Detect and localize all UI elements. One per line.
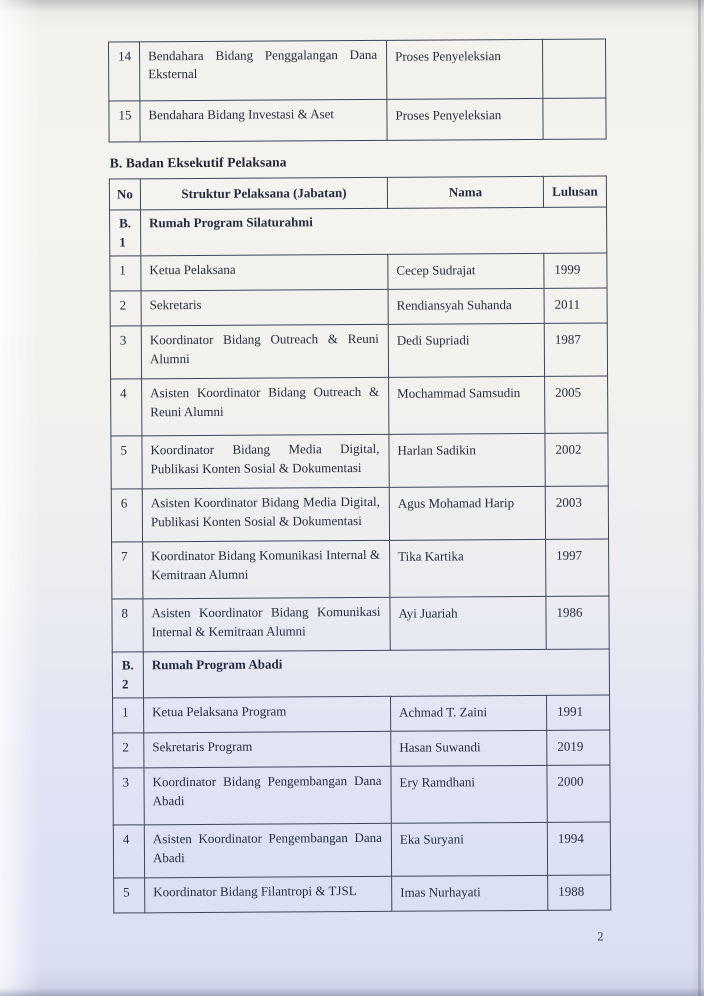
document-page	[108, 38, 614, 947]
cell-jabatan: Ketua Pelaksana	[141, 255, 388, 292]
cell-jabatan: Asisten Koordinator Pengembangan Dana Abadi	[144, 824, 391, 879]
cell-no: 4	[113, 825, 144, 878]
cell-jabatan: Koordinator Bidang Outreach & Reuni Alumni	[141, 325, 388, 380]
cell-lulusan: 2002	[545, 433, 608, 486]
table-row	[110, 323, 607, 379]
cell-nama: Rendiansyah Suhanda	[388, 289, 544, 325]
cell-nama: Harlan Sadikin	[389, 434, 545, 488]
group-title: Rumah Program Abadi	[143, 649, 609, 698]
cell-lulusan: 2019	[547, 730, 610, 765]
cell-lulusan: 2005	[545, 376, 608, 433]
cell-jabatan: Koordinator Bidang Filantropi & TJSL	[145, 877, 392, 914]
cell-nama: Imas Nurhayati	[392, 876, 548, 912]
cell-no: 1	[113, 698, 144, 733]
cell-nama: Dedi Supriadi	[388, 324, 544, 378]
cell-no: 5	[111, 436, 142, 489]
cell-status: Proses Penyeleksian	[387, 39, 543, 99]
cell-no: 3	[110, 326, 141, 379]
cell-no: 5	[114, 878, 145, 913]
scan-edge-left	[0, 0, 40, 996]
page-number: 2	[597, 929, 604, 944]
cell-lulusan: 1987	[544, 323, 607, 376]
header-nama: Nama	[387, 176, 543, 208]
cell-nama: Mochammad Samsudin	[389, 377, 545, 435]
cell-nama: Hasan Suwandi	[391, 731, 547, 767]
cell-lulusan: 2000	[547, 765, 610, 822]
group-code: B.2	[112, 652, 143, 698]
header-no: No	[109, 179, 140, 211]
cell-no: 7	[112, 542, 143, 599]
cell-jabatan: Bendahara Bidang Investasi & Aset	[140, 99, 387, 142]
group-header-row-b1	[110, 207, 607, 256]
partial-table-badan-pengawas	[108, 38, 607, 142]
table-header-row	[109, 176, 606, 210]
cell-jabatan: Koordinator Bidang Media Digital, Publikasi Konten Sosial & Dokumentasi	[142, 435, 389, 490]
cell-status: Proses Penyeleksian	[387, 98, 543, 140]
cell-nama: Agus Mohamad Harip	[389, 487, 545, 541]
cell-lulusan: 2003	[545, 486, 608, 539]
cell-nama: Eka Suryani	[391, 823, 547, 877]
cell-lulusan: 1997	[546, 539, 609, 596]
cell-lulusan	[543, 98, 606, 139]
table-row	[111, 433, 608, 489]
cell-jabatan: Asisten Koordinator Bidang Outreach & Reuni Alumni	[142, 378, 389, 437]
table-row	[114, 875, 611, 913]
header-lulusan: Lulusan	[543, 176, 606, 208]
cell-jabatan: Sekretaris Program	[144, 732, 391, 769]
cell-lulusan: 1991	[547, 695, 610, 730]
table-row	[111, 486, 608, 542]
scan-edge-bottom	[0, 988, 704, 996]
cell-lulusan: 1988	[548, 875, 611, 910]
cell-nama: Achmad T. Zaini	[391, 696, 547, 732]
scan-edge-right-fade	[690, 0, 704, 996]
cell-no: 3	[113, 768, 144, 825]
table-row	[111, 376, 608, 436]
cell-jabatan: Asisten Koordinator Bidang Media Digital, Publikasi Konten Sosial & Dokumentasi	[142, 488, 389, 543]
cell-no: 15	[109, 101, 140, 142]
table-row	[113, 695, 610, 733]
group-title: Rumah Program Silaturahmi	[141, 207, 607, 256]
section-heading: B. Badan Eksekutif Pelaksana	[109, 154, 287, 171]
scan-edge-top	[0, 0, 704, 12]
cell-lulusan	[542, 39, 605, 98]
table-row	[109, 98, 606, 142]
cell-nama: Cecep Sudrajat	[388, 254, 544, 290]
cell-lulusan: 2011	[544, 288, 607, 323]
group-code: B.1	[110, 210, 141, 256]
cell-no: 2	[110, 291, 141, 326]
cell-lulusan: 1994	[547, 822, 610, 875]
cell-nama: Ery Ramdhani	[391, 766, 547, 824]
cell-no: 14	[109, 42, 140, 101]
cell-lulusan: 1999	[544, 253, 607, 288]
table-row	[113, 730, 610, 768]
cell-jabatan: Ketua Pelaksana Program	[144, 697, 391, 734]
cell-no: 1	[110, 256, 141, 291]
cell-jabatan: Koordinator Bidang Komunikasi Internal & Kemitraan Alumni	[143, 541, 390, 600]
table-row	[113, 765, 610, 825]
cell-jabatan: Bendahara Bidang Penggalangan Dana Eksternal	[140, 40, 387, 101]
cell-nama: Ayi Juariah	[390, 597, 546, 651]
table-row	[113, 822, 610, 878]
main-table-badan-eksekutif	[109, 175, 611, 913]
cell-no: 2	[113, 733, 144, 768]
cell-nama: Tika Kartika	[390, 540, 546, 598]
table-row	[109, 39, 606, 101]
group-header-row-b2	[112, 649, 609, 698]
table-row	[110, 253, 607, 291]
header-jabatan: Struktur Pelaksana (Jabatan)	[140, 177, 387, 210]
cell-no: 8	[112, 599, 143, 652]
cell-no: 4	[111, 379, 142, 436]
table-row	[112, 596, 609, 652]
cell-jabatan: Koordinator Bidang Pengembangan Dana Abadi	[144, 767, 391, 826]
table-row	[110, 288, 607, 326]
cell-lulusan: 1986	[546, 596, 609, 649]
cell-no: 6	[111, 489, 142, 542]
cell-jabatan: Sekretaris	[141, 290, 388, 327]
cell-jabatan: Asisten Koordinator Bidang Komunikasi Internal & Kemitraan Alumni	[143, 598, 390, 653]
scan-edge-right	[698, 0, 701, 996]
table-row	[112, 539, 609, 599]
